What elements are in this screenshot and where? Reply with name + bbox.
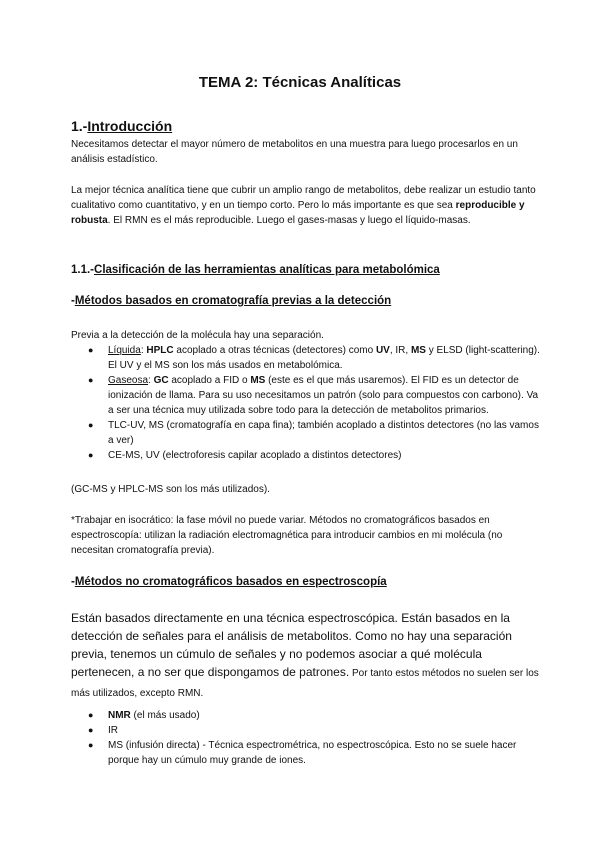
list-item: ● Gaseosa: GC acoplado a FID o MS (este es el que más usaremos). El FID es un detector de ionización de llama. Para su uso necesitamos un patrón (solo para compuestos con carbono). Va a ser una técnica muy utilizada sobre todo para la detección de metabolitos primarios. xyxy=(88,375,539,416)
intro-paragraph-2: La mejor técnica analítica tiene que cubrir un amplio rango de metabolitos, debe realizar un estudio tanto cualitativo como cuantitativo, y en un tiempo corto. Pero lo más importante es que sea reproducible y robusta. El RMN es el más reproducible. Luego el gases-masas y luego el líquido-masas. xyxy=(71,185,536,226)
bullet-icon: ● xyxy=(88,725,94,735)
footnote: *Trabajar en isocrático: la fase móvil no puede variar. Métodos no cromatográficos basados en espectroscopía: utilizan la radiación electromagnética para introducir cambios en mi molécula (no necesitan cromatografía previa). xyxy=(71,515,503,556)
bullet-icon: ● xyxy=(88,420,94,430)
section-heading-1-1: 1.1.-Clasificación de las herramientas analíticas para metabolómica xyxy=(71,264,440,276)
list-item: ● NMR (el más usado) xyxy=(88,710,200,721)
intro-paragraph-1: Necesitamos detectar el mayor número de metabolitos en una muestra para luego procesarlos en un análisis estadístico. xyxy=(71,139,518,165)
list-item: ● CE-MS, UV (electroforesis capilar acoplado a distintos detectores) xyxy=(88,450,402,461)
spectroscopy-paragraph: Están basados directamente en una técnica espectroscópica. Están basados en la detección de señales para el análisis de metabolitos. Como no hay una separación previa, tenemos un cúmulo de señales y no podemos asociar a qué molécula pertenecen, a no ser que dispongamos de patrones. Por tanto estos métodos no suelen ser los más utilizados, excepto RMN. xyxy=(71,611,539,699)
spectroscopy-list xyxy=(71,708,541,768)
chromatography-lead: Previa a la detección de la molécula hay una separación. xyxy=(71,330,324,341)
document-title: TEMA 2: Técnicas Analíticas xyxy=(198,74,402,91)
list-item: ● Líquida: HPLC acoplado a otras técnicas (detectores) como UV, IR, MS y ELSD (light-scattering). El UV y el MS son los más usados en metabolómica. xyxy=(88,345,540,371)
section-heading-intro xyxy=(71,118,172,134)
section-title: Introducción xyxy=(87,118,173,134)
section-number: 1.- xyxy=(71,118,88,134)
bullet-icon: ● xyxy=(88,450,94,460)
bullet-icon: ● xyxy=(88,710,94,720)
list-item: ● TLC-UV, MS (cromatografía en capa fina); también acoplado a distintos detectores (no las vamos a ver) xyxy=(88,420,539,446)
chromatography-note: (GC-MS y HPLC-MS son los más utilizados). xyxy=(71,484,270,495)
subheading-chromatography: -Métodos basados en cromatografía previas a la detección xyxy=(71,295,392,307)
bullet-icon: ● xyxy=(88,375,94,385)
list-item: ● IR xyxy=(88,725,118,736)
list-item: ● MS (infusión directa) - Técnica espectrométrica, no espectroscópica. Esto no se suele hacer porque hay un cúmulo muy grande de iones. xyxy=(88,740,517,766)
subheading-spectroscopy: -Métodos no cromatográficos basados en espectroscopía xyxy=(71,576,387,588)
chromatography-list xyxy=(71,343,541,463)
bullet-icon: ● xyxy=(88,740,94,750)
bullet-icon: ● xyxy=(88,345,94,355)
